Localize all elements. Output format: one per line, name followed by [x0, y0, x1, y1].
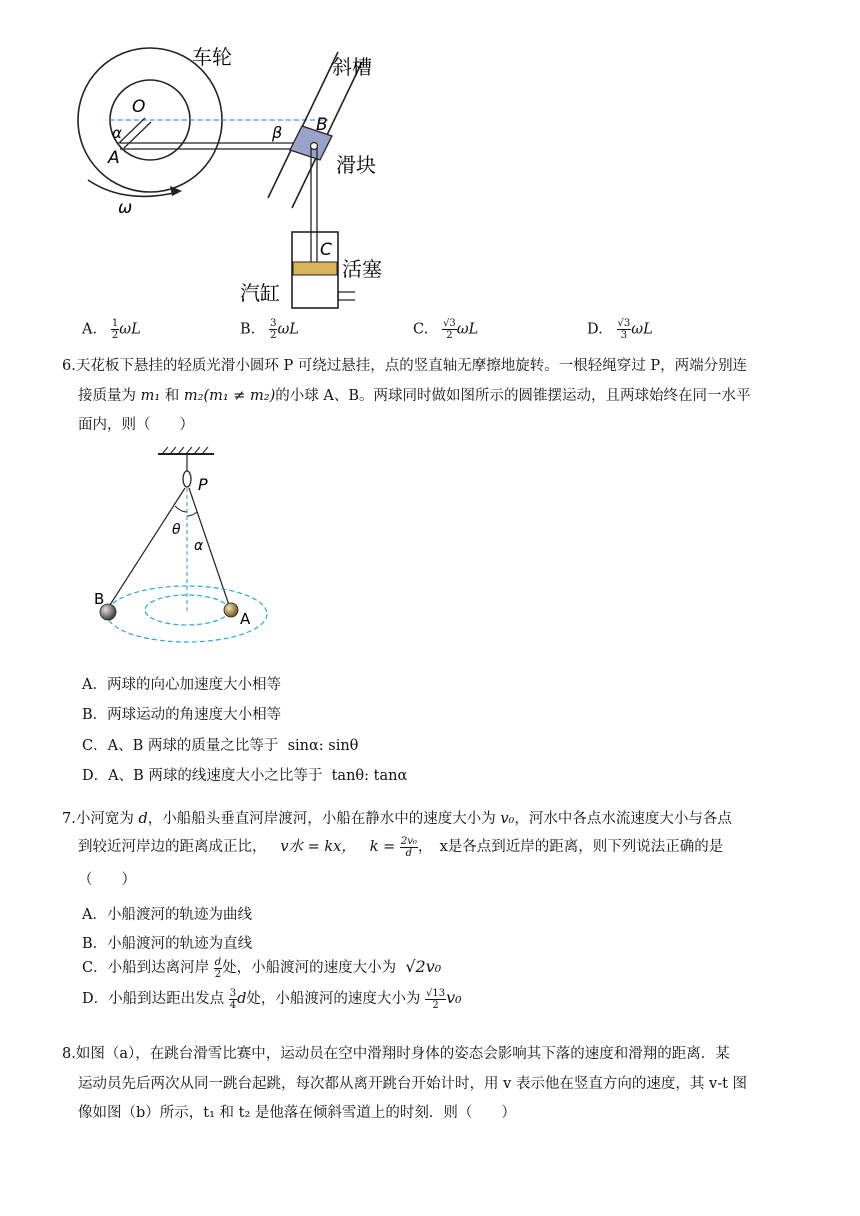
angle-alpha-label: α — [112, 124, 122, 142]
ring-p-label: P — [198, 475, 208, 494]
q5-option-c[interactable] — [413, 318, 478, 341]
q6-option-c[interactable]: C．A、B 两球的质量之比等于 sinα: sinθ — [82, 738, 359, 754]
coefficient-fraction: $\frac{√3}{3}$ — [617, 318, 631, 341]
groove-label: 斜槽 — [332, 55, 372, 79]
option-value: ωL — [119, 321, 141, 338]
coefficient-fraction: $\frac{1}{2}$ — [111, 318, 119, 341]
q6-stem-line3: 面内，则（ ） — [78, 417, 194, 433]
q7-option-c[interactable]: C．小船到达离河岸 $\frac{d}{2}$ 处，小船渡河的速度大小为 √2v₀ — [82, 956, 442, 980]
alpha-label: α — [194, 538, 204, 554]
q7-stem-line2: 到较近河岸边的距离成正比， v水 = kx， k = $\frac{\text{2v₀}}{d}$ ， x是各点到近岸的距离，则下列说法正确的是 — [78, 835, 724, 859]
q8-stem-line2: 运动员先后两次从同一跳台起跳，每次都从离开跳台开始计时，用 v 表示他在竖直方向的速度，其 v-t 图 — [78, 1076, 748, 1092]
q8-stem-line3: 像如图（b）所示，t₁ 和 t₂ 是他落在倾斜雪道上的时刻．则（ ） — [78, 1105, 516, 1121]
option-value: ωL — [277, 321, 299, 338]
coefficient-fraction: $\frac{3}{2}$ — [270, 318, 277, 341]
point-c-label: C — [320, 240, 332, 260]
q5-option-a[interactable] — [82, 318, 141, 341]
point-b-label: B — [316, 115, 328, 135]
q6-option-d[interactable]: D．A、B 两球的线速度大小之比等于 tanθ: tanα — [82, 768, 408, 784]
option-letter: A. — [82, 321, 98, 338]
q7-stem-line1: 7.小河宽为 d，小船船头垂直河岸渡河，小船在静水中的速度大小为 v₀，河水中各点水流速度大小与各点 — [62, 811, 732, 827]
q7-option-d[interactable]: D．小船到达距出发点 $\frac{3}{4}$ d处，小船渡河的速度大小为 $\frac{√13}{2}$ v₀ — [82, 987, 462, 1011]
q5-option-b[interactable] — [240, 318, 299, 341]
cylinder-label: 汽缸 — [240, 281, 280, 305]
option-value: ωL — [456, 321, 479, 338]
piston-label: 活塞 — [342, 257, 382, 281]
theta-label: θ — [172, 522, 181, 538]
q6-option-b[interactable]: B．两球运动的角速度大小相等 — [82, 707, 282, 723]
wheel-label: 车轮 — [192, 45, 232, 69]
option-value: ωL — [631, 321, 653, 338]
figure-wheel-mechanism — [70, 30, 410, 320]
slider-label: 滑块 — [336, 153, 376, 177]
q7-stem-line3: （ ） — [78, 872, 136, 888]
angle-beta-label: β — [272, 123, 283, 142]
q8-stem-line1: 8.如图（a），在跳台滑雪比赛中，运动员在空中滑翔时身体的姿态会影响其下落的速度和滑翔的距离．某 — [62, 1046, 730, 1062]
ball-a-label: A — [240, 610, 251, 628]
omega-label: ω — [118, 198, 133, 218]
point-o-label: O — [132, 97, 146, 117]
ball-b-label: B — [94, 590, 105, 608]
q7-option-a[interactable]: A．小船渡河的轨迹为曲线 — [82, 907, 252, 923]
point-a-label: A — [108, 148, 120, 168]
q6-option-a[interactable]: A．两球的向心加速度大小相等 — [82, 677, 281, 693]
q6-stem-line1: 6.天花板下悬挂的轻质光滑小圆环 P 可绕过悬挂，点的竖直轴无摩擦地旋转。一根轻绳穿过 P，两端分别连 — [62, 358, 748, 374]
q6-stem-line2: 接质量为 m₁ 和 m₂(m₁ ≠ m₂)的小球 A、B。两球同时做如图所示的圆锥摆运动，且两球始终在同一水平 — [78, 388, 751, 404]
option-letter: D. — [587, 321, 603, 338]
option-letter: C. — [413, 321, 429, 338]
option-letter: B. — [240, 321, 256, 338]
coefficient-fraction: $\frac{√3}{2}$ — [443, 318, 456, 341]
figure-conical-pendulum — [90, 442, 280, 657]
q7-option-b[interactable]: B．小船渡河的轨迹为直线 — [82, 936, 253, 952]
q5-option-d[interactable] — [587, 318, 653, 341]
